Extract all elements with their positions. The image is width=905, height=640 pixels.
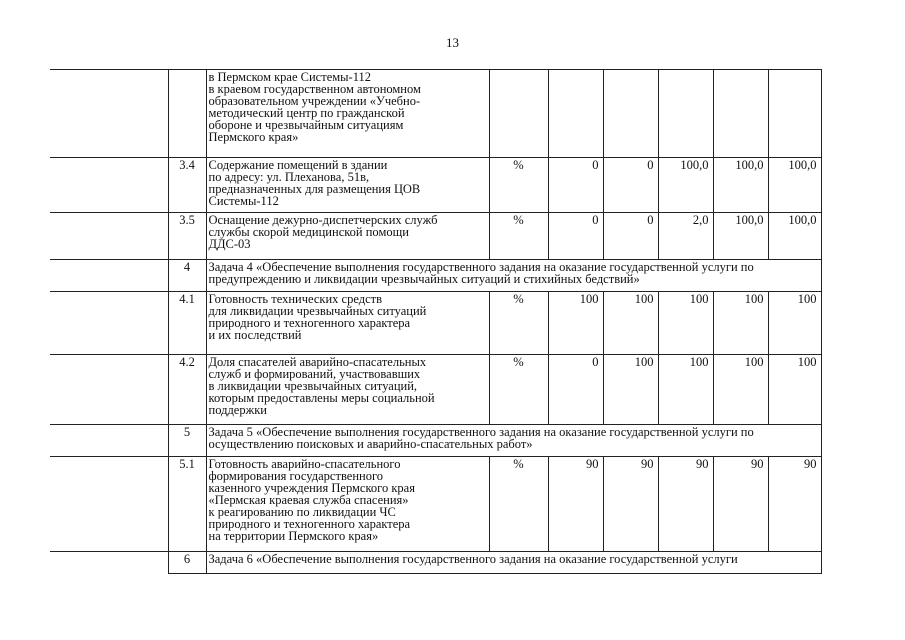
task-row	[50, 260, 821, 292]
unit-cell: %	[489, 457, 548, 552]
task-row	[50, 425, 821, 457]
table-row	[50, 292, 821, 355]
indicator-name: Готовность технических средств для ликвидации чрезвычайных ситуаций природного и техногенного характера и их последствий	[206, 292, 489, 355]
unit-cell	[489, 70, 548, 158]
value-cell: 0	[548, 158, 603, 213]
value-cell: 0	[548, 355, 603, 425]
value-cell: 2,0	[658, 213, 713, 260]
table-row	[50, 158, 821, 213]
value-cell: 100	[768, 355, 821, 425]
unit-cell: %	[489, 355, 548, 425]
empty-left-cell	[50, 355, 168, 425]
value-cell: 100	[603, 292, 658, 355]
row-number: 3.4	[168, 158, 206, 213]
value-cell: 100	[713, 292, 768, 355]
empty-left-cell	[50, 260, 168, 292]
row-number: 5.1	[168, 457, 206, 552]
row-number: 5	[168, 425, 206, 457]
row-number: 4.2	[168, 355, 206, 425]
row-number	[168, 70, 206, 158]
empty-left-cell	[50, 425, 168, 457]
table-row	[50, 457, 821, 552]
task-row	[50, 552, 821, 574]
unit-cell: %	[489, 158, 548, 213]
table-row	[50, 355, 821, 425]
value-cell: 0	[603, 213, 658, 260]
value-cell	[548, 70, 603, 158]
value-cell: 0	[603, 158, 658, 213]
value-cell: 90	[713, 457, 768, 552]
row-number: 4	[168, 260, 206, 292]
value-cell: 100	[658, 355, 713, 425]
value-cell: 100	[603, 355, 658, 425]
indicator-name: Готовность аварийно-спасательного формирования государственного казенного учреждения Пермского края «Пермская краевая служба спасения» к реагированию по ликвидации ЧС природного и техногенного характера на территории Пермского края»	[206, 457, 489, 552]
value-cell: 100,0	[658, 158, 713, 213]
row-number: 4.1	[168, 292, 206, 355]
indicator-name: Оснащение дежурно-диспетчерских служб службы скорой медицинской помощи ДДС-03	[206, 213, 489, 260]
indicator-name: в Пермском крае Системы-112 в краевом государственном автономном образовательном учреждении «Учебно- методический центр по гражданской обороне и чрезвычайным ситуациям Пермского края»	[206, 70, 489, 158]
task-heading: Задача 6 «Обеспечение выполнения государственного задания на оказание государственной услуги	[206, 552, 821, 574]
value-cell: 100,0	[768, 213, 821, 260]
value-cell: 100	[768, 292, 821, 355]
empty-left-cell	[50, 213, 168, 260]
value-cell: 100,0	[713, 213, 768, 260]
unit-cell: %	[489, 292, 548, 355]
unit-cell: %	[489, 213, 548, 260]
value-cell	[658, 70, 713, 158]
table-row	[50, 213, 821, 260]
value-cell: 90	[548, 457, 603, 552]
value-cell: 0	[548, 213, 603, 260]
empty-left-cell	[50, 552, 168, 574]
indicator-table	[50, 69, 822, 574]
value-cell: 100	[548, 292, 603, 355]
row-number: 3.5	[168, 213, 206, 260]
indicator-name: Доля спасателей аварийно-спасательных служб и формирований, участвовавших в ликвидации чрезвычайных ситуаций, которым предоставлены меры социальной поддержки	[206, 355, 489, 425]
value-cell: 90	[768, 457, 821, 552]
empty-left-cell	[50, 158, 168, 213]
task-heading: Задача 4 «Обеспечение выполнения государственного задания на оказание государственной услуги по предупреждению и ликвидации чрезвычайных ситуаций и стихийных бедствий»	[206, 260, 821, 292]
task-heading: Задача 5 «Обеспечение выполнения государственного задания на оказание государственной услуги по осуществлению поисковых и аварийно-спасательных работ»	[206, 425, 821, 457]
value-cell: 100	[658, 292, 713, 355]
value-cell	[603, 70, 658, 158]
value-cell: 100	[713, 355, 768, 425]
empty-left-cell	[50, 457, 168, 552]
indicator-name: Содержание помещений в здании по адресу: ул. Плеханова, 51в, предназначенных для размещения ЦОВ Системы-112	[206, 158, 489, 213]
table-body	[50, 70, 821, 574]
value-cell: 100,0	[768, 158, 821, 213]
empty-left-cell	[50, 70, 168, 158]
value-cell	[768, 70, 821, 158]
value-cell: 100,0	[713, 158, 768, 213]
value-cell: 90	[603, 457, 658, 552]
empty-left-cell	[50, 292, 168, 355]
page-number: 13	[446, 35, 459, 50]
value-cell	[713, 70, 768, 158]
value-cell: 90	[658, 457, 713, 552]
row-number: 6	[168, 552, 206, 574]
table-row	[50, 70, 821, 158]
